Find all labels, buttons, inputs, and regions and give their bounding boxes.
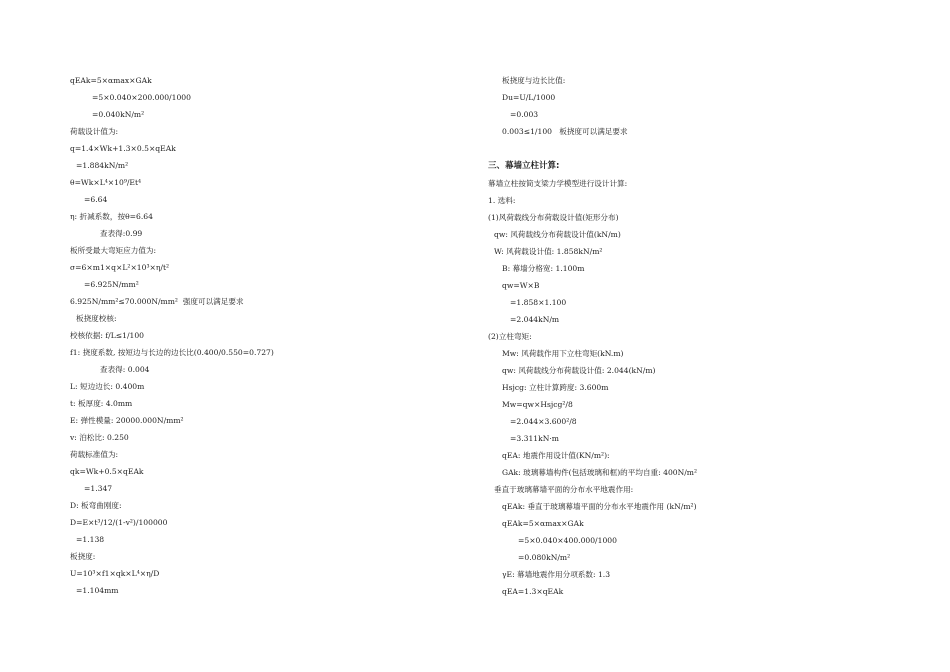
- text-line: q=1.4×Wk+1.3×0.5×qEAk: [70, 144, 176, 153]
- text-line: =1.858×1.100: [510, 298, 567, 307]
- text-line: =6.925N/mm²: [84, 280, 139, 289]
- text-line: =2.044×3.600²/8: [510, 417, 577, 426]
- text-line: 查表得: 0.004: [100, 365, 150, 374]
- text-line: 0.003≤1/100 板挠度可以满足要求: [502, 127, 628, 136]
- text-line: =2.044kN/m: [510, 315, 560, 324]
- text-line: 6.925N/mm²≤70.000N/mm² 强度可以满足要求: [70, 297, 244, 306]
- text-line: 板挠度与边长比值:: [502, 76, 566, 85]
- text-line: η: 折减系数，按θ=6.64: [70, 212, 153, 221]
- text-line: qEA: 地震作用设计值(KN/m²):: [502, 451, 610, 460]
- text-line: 幕墙立柱按简支梁力学模型进行设计计算:: [488, 179, 628, 188]
- text-line: =6.64: [84, 195, 108, 204]
- text-line: qEAk=5×αmax×GAk: [502, 519, 584, 528]
- text-line: =5×0.040×400.000/1000: [518, 536, 617, 545]
- text-line: qw=W×B: [502, 281, 540, 290]
- text-line: θ=Wk×L⁴×10⁹/Et⁴: [70, 178, 142, 187]
- text-line: =0.080kN/m²: [518, 553, 571, 562]
- text-line: 垂直于玻璃幕墙平面的分布水平地震作用:: [494, 485, 634, 494]
- text-line: γE: 幕墙地震作用分项系数: 1.3: [502, 570, 611, 579]
- text-line: U=10³×f1×qk×L⁴×η/D: [70, 569, 160, 578]
- text-line: B: 幕墙分格宽: 1.100m: [502, 264, 585, 273]
- text-line: =1.347: [84, 484, 113, 493]
- text-line: qw: 风荷载线分布荷载设计值(kN/m): [494, 230, 621, 239]
- text-line: 荷载设计值为:: [70, 127, 119, 136]
- text-line: qw: 风荷载线分布荷载设计值: 2.044(kN/m): [502, 366, 656, 375]
- text-line: qk=Wk+0.5×qEAk: [70, 467, 144, 476]
- text-line: 板所受最大弯矩应力值为:: [70, 246, 157, 255]
- text-line: D=E×t³/12/(1-v²)/100000: [70, 518, 168, 527]
- text-line: =1.138: [76, 535, 105, 544]
- text-line: =0.040kN/m²: [92, 110, 145, 119]
- text-line: 1. 选料:: [488, 196, 516, 205]
- text-line: L: 短边边长: 0.400m: [70, 382, 145, 391]
- text-line: Mw: 风荷载作用下立柱弯矩(kN.m): [502, 349, 624, 358]
- text-line: (2)立柱弯矩:: [488, 332, 532, 341]
- text-line: W: 风荷载设计值: 1.858kN/m²: [494, 247, 603, 256]
- text-line: 查表得:0.99: [100, 229, 143, 238]
- text-line: D: 板弯曲刚度:: [70, 501, 122, 510]
- text-line: Hsjcg: 立柱计算跨度: 3.600m: [502, 383, 609, 392]
- text-line: =1.884kN/m²: [76, 161, 129, 170]
- text-line: =3.311kN·m: [510, 434, 559, 443]
- text-line: f1: 挠度系数, 按短边与长边的边长比(0.400/0.550=0.727): [70, 348, 274, 357]
- text-line: v: 泊松比: 0.250: [70, 433, 129, 442]
- section-heading: 三、幕墙立柱计算:: [488, 161, 560, 171]
- left-column: [70, 72, 450, 599]
- text-line: t: 板厚度: 4.0mm: [70, 399, 133, 408]
- text-line: GAk: 玻璃幕墙构件(包括玻璃和框)的平均自重: 400N/m²: [502, 468, 698, 477]
- right-column: [488, 72, 888, 600]
- text-line: =0.003: [510, 110, 539, 119]
- text-line: Mw=qw×Hsjcg²/8: [502, 400, 573, 409]
- text-line: qEA=1.3×qEAk: [502, 587, 564, 596]
- text-line: 荷载标准值为:: [70, 450, 119, 459]
- text-line: E: 弹性模量: 20000.000N/mm²: [70, 416, 184, 425]
- text-line: 校核依据: f/L≤1/100: [70, 331, 145, 340]
- text-line: (1)风荷载线分布荷载设计值(矩形分布): [488, 213, 619, 222]
- spacer: [488, 140, 888, 157]
- text-line: Du=U/L/1000: [502, 93, 556, 102]
- text-line: σ=6×m1×q×L²×10³×η/t²: [70, 263, 170, 272]
- text-line: 板挠度:: [70, 552, 96, 561]
- text-line: =5×0.040×200.000/1000: [92, 93, 191, 102]
- text-line: qEAk=5×αmax×GAk: [70, 76, 152, 85]
- text-line: =1.104mm: [76, 586, 119, 595]
- text-line: qEAk: 垂直于玻璃幕墙平面的分布水平地震作用 (kN/m²): [502, 502, 697, 511]
- text-line: 板挠度校核:: [76, 314, 117, 323]
